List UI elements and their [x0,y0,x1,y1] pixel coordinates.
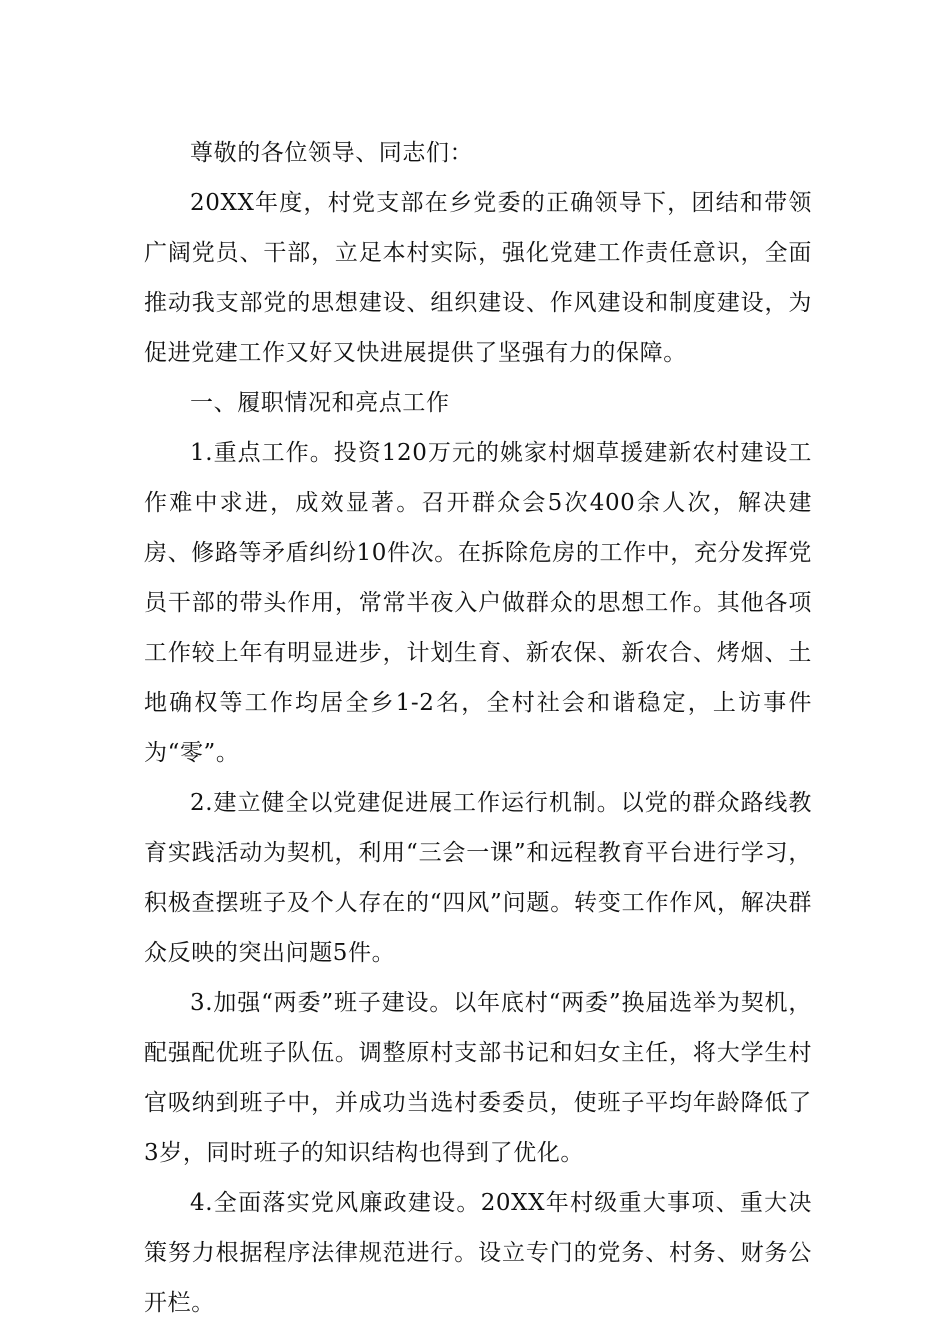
salutation-paragraph: 尊敬的各位领导、同志们： [190,140,474,166]
section-heading: 一、履职情况和亮点工作 [190,390,450,416]
intro-paragraph: 20XX年度，村党支部在乡党委的正确领导下，团结和带领广阔党员、干部，立足本村实际，强化党建工作责任意识，全面推动我支部党的思想建设、组织建设、作风建设和制度建设，为促进党建工作又好又快进展提供了坚强有力的保障。 [144,190,812,366]
item-2-paragraph: 2.建立健全以党建促进展工作运行机制。以党的群众路线教育实践活动为契机，利用“三会一课”和远程教育平台进行学习，积极查摆班子及个人存在的“四风”问题。转变工作作风，解决群众反映的突出问题5件。 [144,790,812,966]
item-4-paragraph: 4.全面落实党风廉政建设。20XX年村级重大事项、重大决策努力根据程序法律规范进行。设立专门的党务、村务、财务公开栏。 [144,1190,812,1316]
document-body [144,128,812,1328]
item-1-paragraph: 1.重点工作。投资120万元的姚家村烟草援建新农村建设工作难中求进，成效显著。召开群众会5次400余人次，解决建房、修路等矛盾纠纷10件次。在拆除危房的工作中，充分发挥党员干部的带头作用，常常半夜入户做群众的思想工作。其他各项工作较上年有明显进步，计划生育、新农保、新农合、烤烟、土地确权等工作均居全乡1-2名，全村社会和谐稳定，上访事件为“零”。 [144,440,812,766]
item-3-paragraph: 3.加强“两委”班子建设。以年底村“两委”换届选举为契机，配强配优班子队伍。调整原村支部书记和妇女主任，将大学生村官吸纳到班子中，并成功当选村委委员，使班子平均年龄降低了3岁，同时班子的知识结构也得到了优化。 [144,990,812,1166]
